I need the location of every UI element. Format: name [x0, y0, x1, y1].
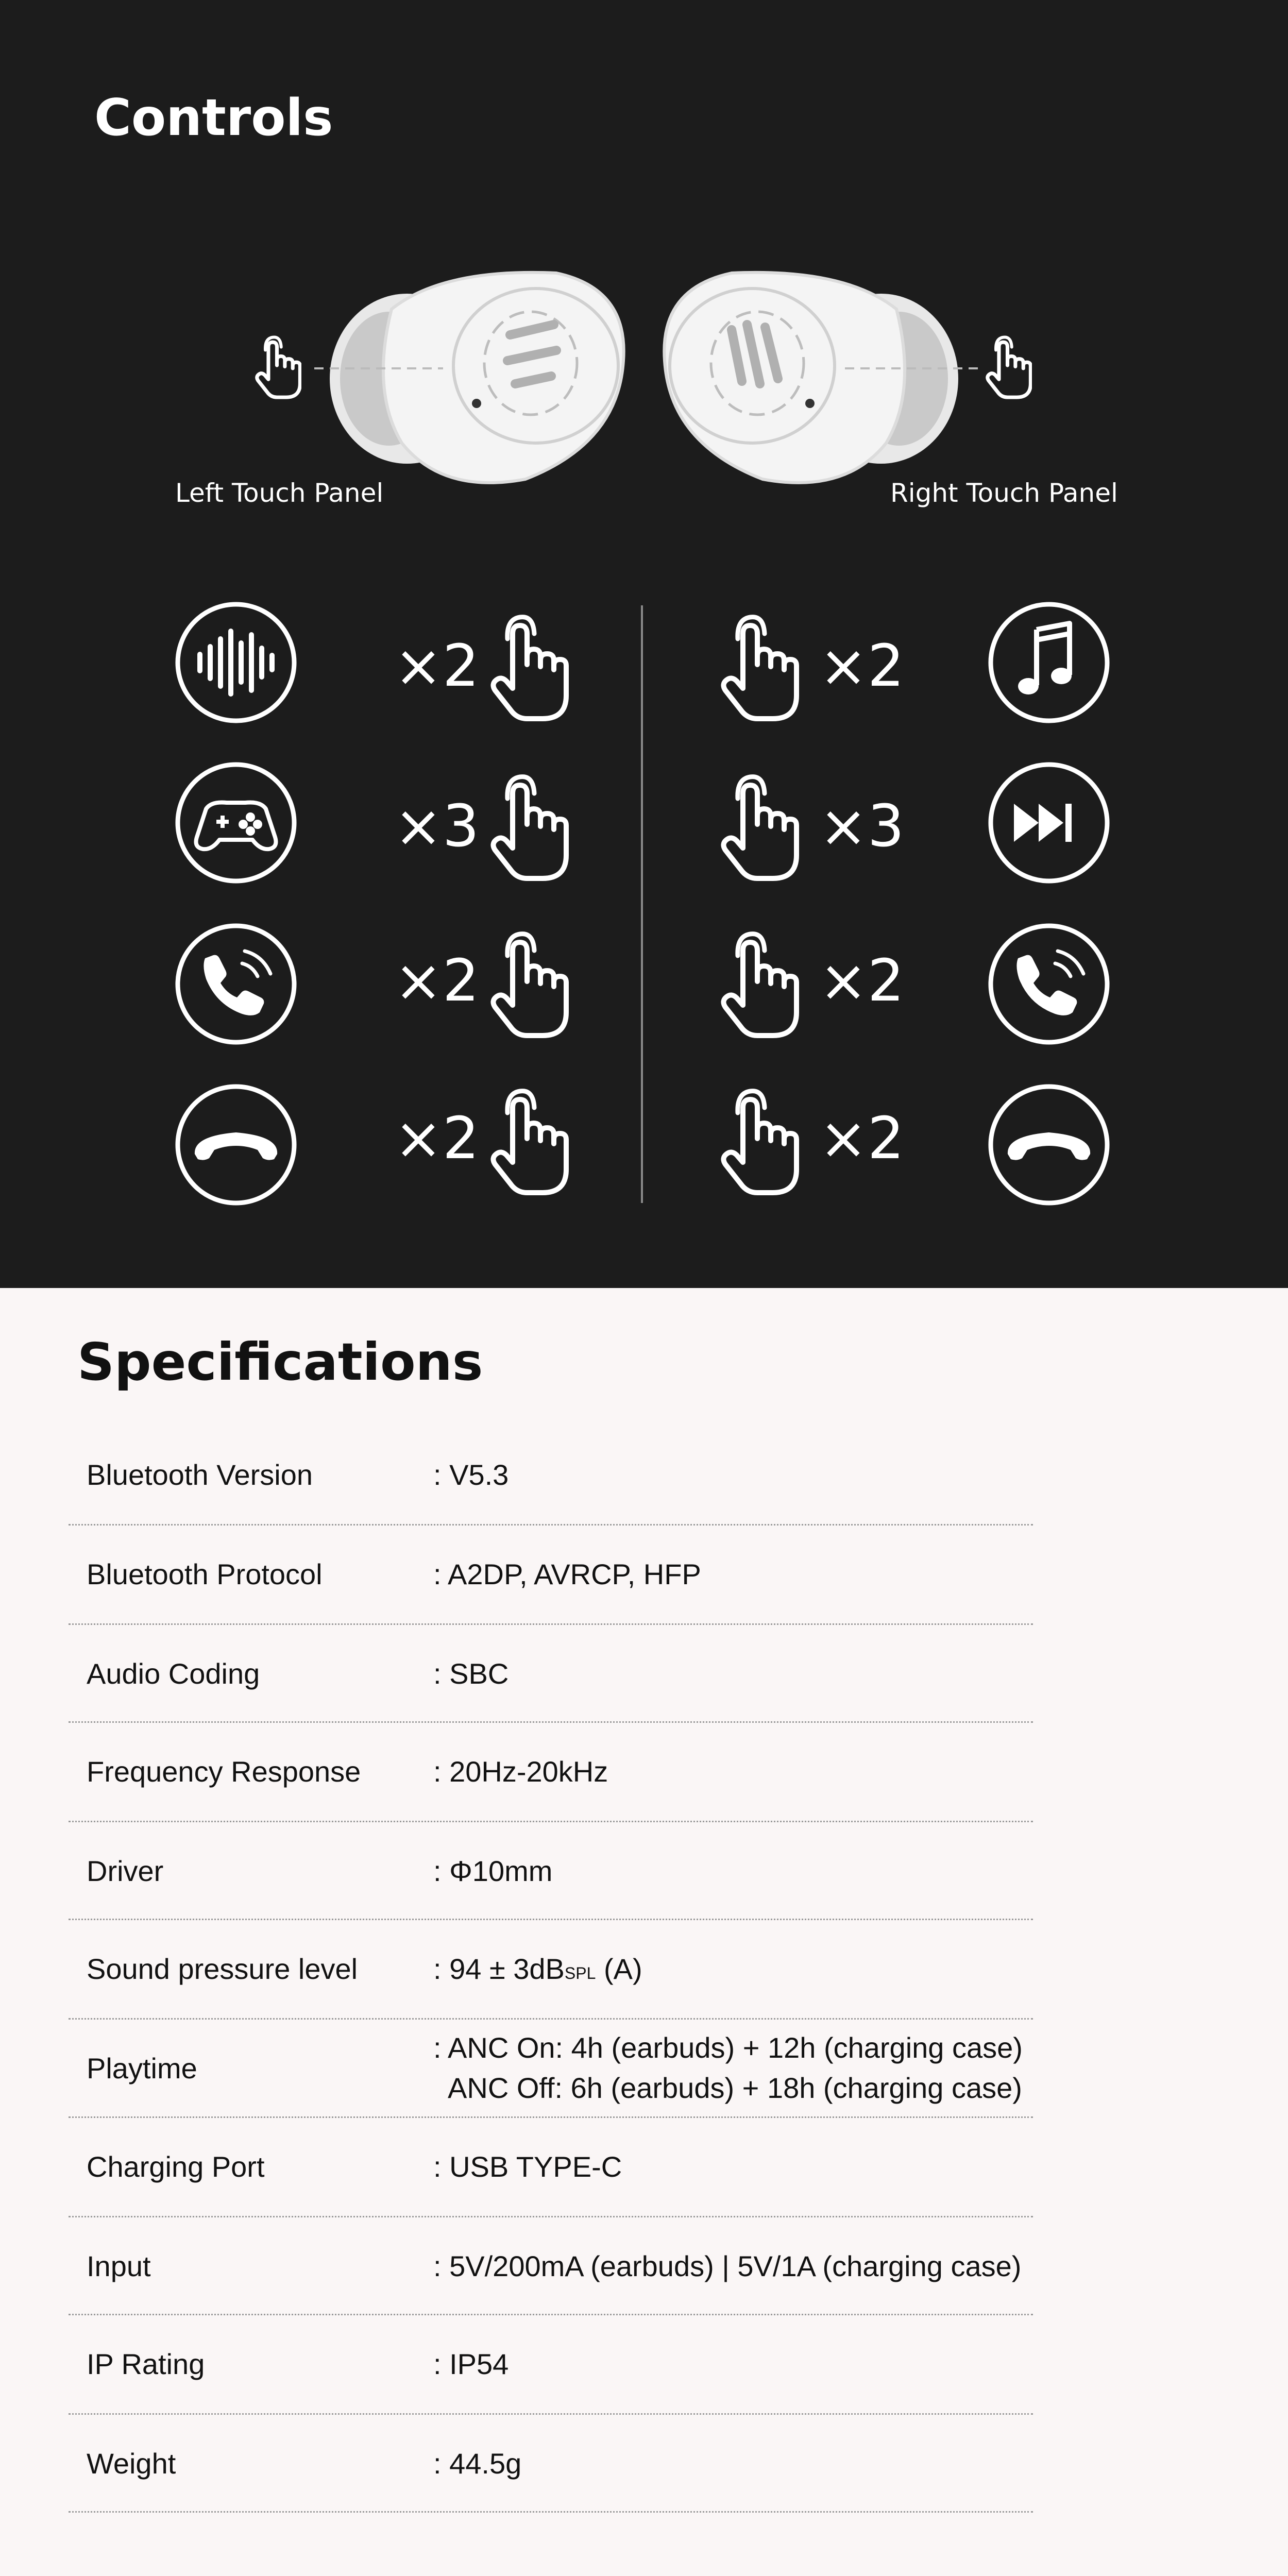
spec-label: Driver — [87, 1855, 164, 1887]
spec-row-sound-pressure-level — [69, 1919, 1033, 2020]
answer-call-icon — [204, 951, 270, 1015]
left-tap-count-3: ×2 — [394, 947, 480, 1014]
right-circle-3 — [991, 926, 1107, 1042]
left-tap-hand-icon-4 — [493, 1091, 566, 1193]
spec-value — [433, 1952, 642, 1986]
spec-row-driver — [69, 1821, 1033, 1920]
controls-title: Controls — [94, 89, 333, 147]
left-earbud-image — [330, 273, 624, 483]
left-tap-hand-icon-1 — [493, 617, 566, 719]
right-earbud-image — [664, 273, 958, 483]
spec-label: Sound pressure level — [87, 1953, 358, 1985]
spec-value: : 44.5g — [433, 2447, 522, 2480]
next-track-icon — [1014, 804, 1072, 842]
left-circle-3 — [178, 926, 294, 1042]
spec-value: : A2DP, AVRCP, HFP — [433, 1558, 701, 1590]
spec-value: : V5.3 — [433, 1459, 509, 1491]
spec-row-charging-port — [69, 2116, 1033, 2217]
spec-value: : SBC — [433, 1657, 509, 1690]
end-call-icon — [195, 1132, 277, 1160]
spec-label: Frequency Response — [87, 1755, 361, 1788]
play-pause-icon — [1018, 623, 1072, 694]
left-touch-panel-label: Left Touch Panel — [175, 478, 384, 508]
right-tap-hand-icon-3 — [723, 934, 796, 1036]
right-tap-count-1: ×2 — [819, 633, 905, 700]
spec-row-weight — [69, 2413, 1033, 2513]
right-tap-hand-icon-4 — [723, 1091, 796, 1193]
spec-label: Bluetooth Protocol — [87, 1558, 323, 1590]
left-tap-count-2: ×3 — [394, 793, 480, 860]
spec-row-bluetooth-protocol — [69, 1524, 1033, 1625]
spec-label: Weight — [87, 2447, 176, 2480]
spec-value-main: : 94 ± 3dB — [433, 1953, 565, 1985]
spec-label: Bluetooth Version — [87, 1459, 313, 1491]
spec-value: : 20Hz-20kHz — [433, 1755, 608, 1788]
right-tap-hand-icon — [988, 337, 1031, 397]
left-tap-hand-icon-2 — [493, 777, 566, 878]
answer-call-icon-right — [1016, 951, 1083, 1015]
spec-value-line2: ANC Off: 6h (earbuds) + 18h (charging case) — [433, 2072, 1022, 2104]
end-call-icon-right — [1008, 1132, 1090, 1160]
spec-label: IP Rating — [87, 2348, 205, 2380]
spec-value: : 5V/200mA (earbuds) | 5V/1A (charging case) — [433, 2250, 1022, 2282]
left-circle-1 — [178, 604, 294, 721]
spec-row-input — [69, 2216, 1033, 2315]
specifications-title: Specifications — [77, 1332, 483, 1392]
left-tap-hand-icon-3 — [493, 934, 566, 1036]
spec-label: Input — [87, 2250, 151, 2282]
spec-value: : ANC On: 4h (earbuds) + 12h (charging case) — [433, 2031, 1023, 2064]
spec-value-tail: (A) — [596, 1953, 642, 1985]
right-tap-count-2: ×3 — [819, 793, 905, 860]
left-tap-hand-icon — [257, 337, 300, 397]
spec-row-playtime — [69, 2018, 1033, 2118]
game-mode-icon — [196, 803, 276, 850]
spec-row-bluetooth-version — [69, 1432, 1033, 1526]
spec-label: Charging Port — [87, 2150, 265, 2183]
right-tap-hand-icon-1 — [723, 617, 796, 719]
spec-row-audio-coding — [69, 1623, 1033, 1723]
right-tap-hand-icon-2 — [723, 777, 796, 878]
spec-label: Audio Coding — [87, 1657, 260, 1690]
right-circle-1 — [991, 604, 1107, 721]
spec-value: : Φ10mm — [433, 1855, 553, 1887]
spec-row-ip-rating — [69, 2314, 1033, 2415]
spec-value: : IP54 — [433, 2348, 509, 2380]
left-circle-2 — [178, 765, 294, 881]
spec-value-subscript: SPL — [564, 1964, 596, 1982]
right-touch-panel-label: Right Touch Panel — [890, 478, 1118, 508]
left-tap-count-1: ×2 — [394, 633, 480, 700]
right-tap-count-4: ×2 — [819, 1105, 905, 1172]
spec-value: : USB TYPE-C — [433, 2150, 622, 2183]
left-tap-count-4: ×2 — [394, 1105, 480, 1172]
voice-assistant-icon — [200, 631, 272, 694]
spec-label: Playtime — [87, 2052, 197, 2084]
right-tap-count-3: ×2 — [819, 947, 905, 1014]
spec-row-frequency-response — [69, 1721, 1033, 1822]
